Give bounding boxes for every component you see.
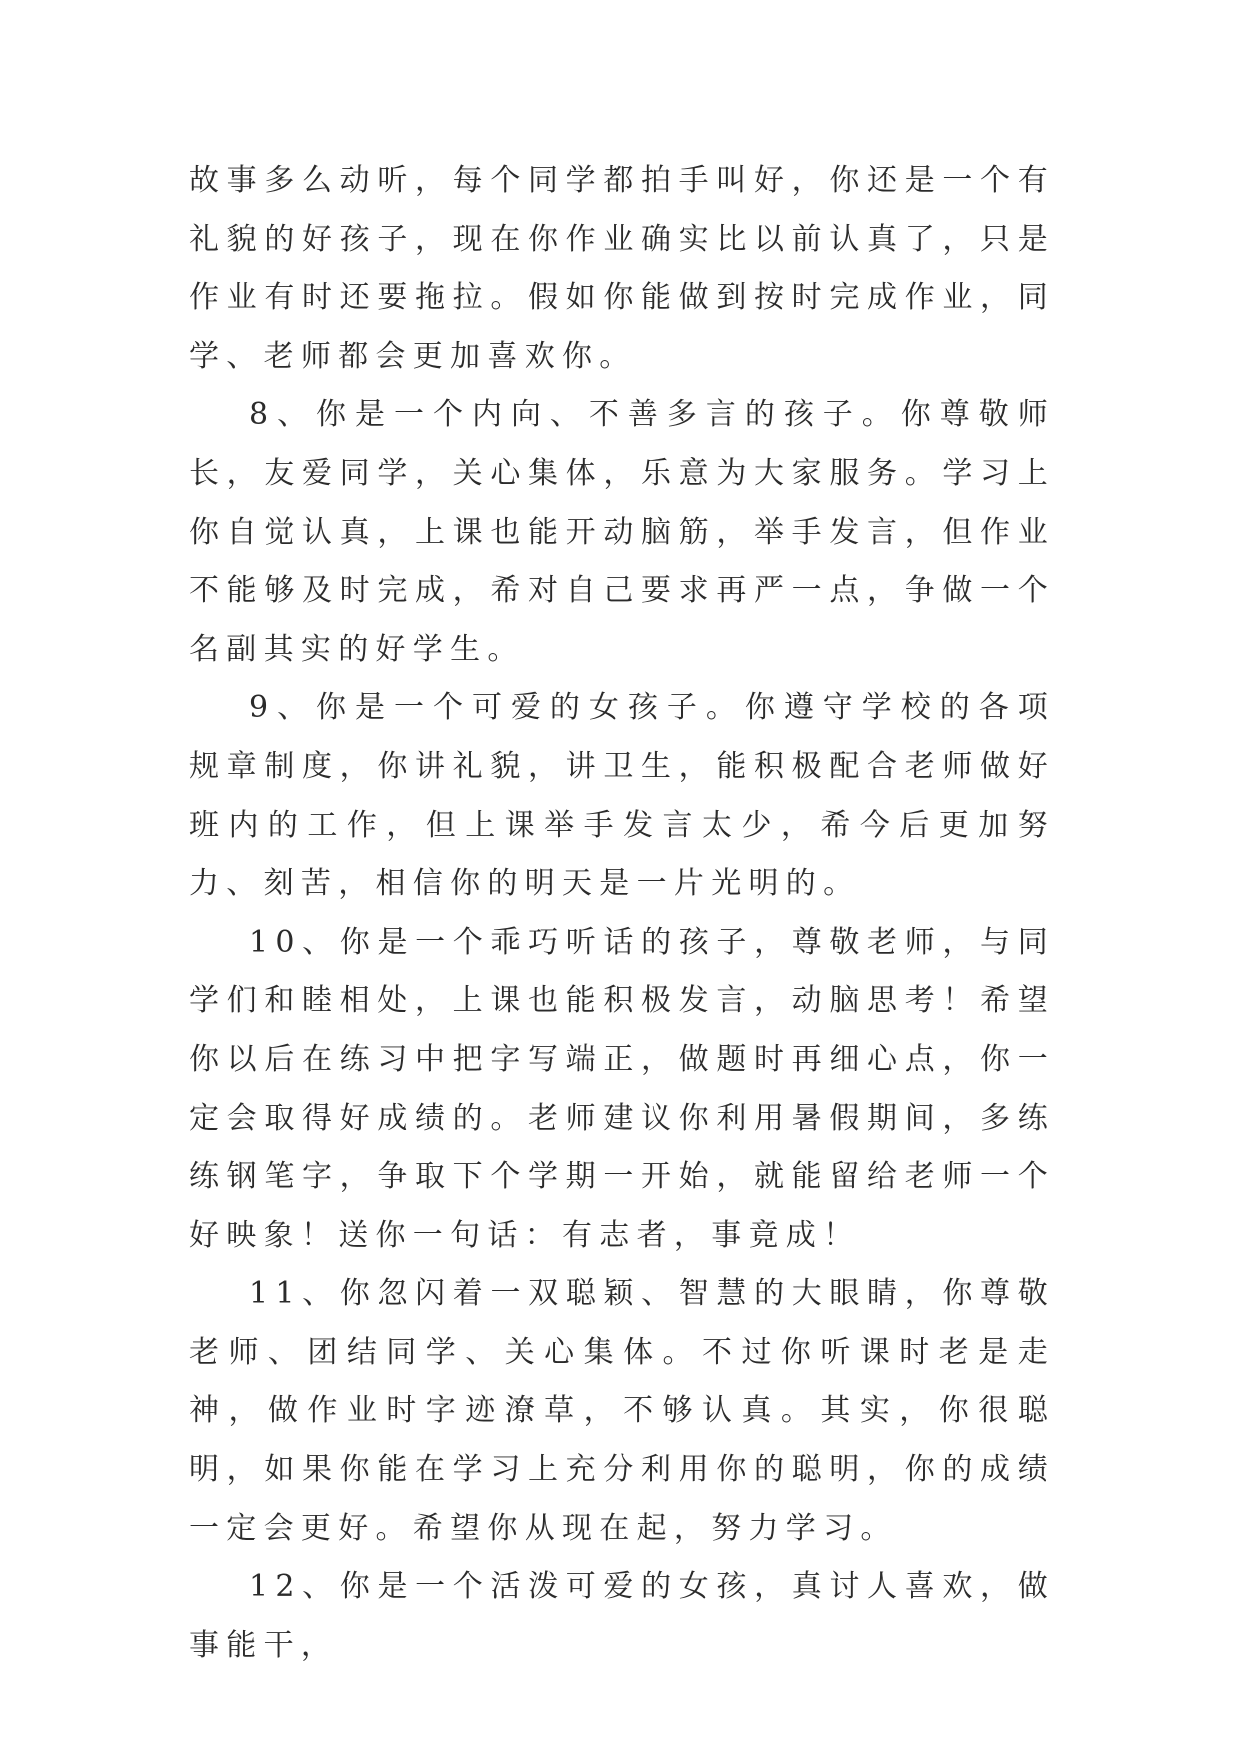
paragraph-comment-9: 9、你是一个可爱的女孩子。你遵守学校的各项规章制度，你讲礼貌，讲卫生，能积极配合老师做好班内的工作，但上课举手发言太少，希今后更加努力、刻苦，相信你的明天是一片光明的。 [189,690,1055,902]
paragraph-continued: 故事多么动听，每个同学都拍手叫好，你还是一个有礼貌的好孩子，现在你作业确实比以前认真了，只是作业有时还要拖拉。假如你能做到按时完成作业，同学、老师都会更加喜欢你。 [189,163,1055,374]
paragraph-comment-10: 10、你是一个乖巧听话的孩子，尊敬老师，与同学们和睦相处，上课也能积极发言，动脑思考！希望你以后在练习中把字写端正，做题时再细心点，你一定会取得好成绩的。老师建议你利用暑假期间，多练练钢笔字，争取下个学期一开始，就能留给老师一个好映象！送你一句话：有志者，事竟成！ [189,924,1055,1253]
paragraph-comment-8: 8、你是一个内向、不善多言的孩子。你尊敬师长，友爱同学，关心集体，乐意为大家服务。学习上你自觉认真，上课也能开动脑筋，举手发言，但作业不能够及时完成，希对自己要求再严一点，争做一个名副其实的好学生。 [189,397,1055,667]
paragraph-comment-11: 11、你忽闪着一双聪颖、智慧的大眼睛，你尊敬老师、团结同学、关心集体。不过你听课时老是走神，做作业时字迹潦草，不够认真。其实，你很聪明，如果你能在学习上充分利用你的聪明，你的成绩一定会更好。希望你从现在起，努力学习。 [189,1276,1055,1546]
paragraph-comment-12: 12、你是一个活泼可爱的女孩，真讨人喜欢，做事能干， [189,1569,1055,1663]
document-body [189,152,1055,1675]
